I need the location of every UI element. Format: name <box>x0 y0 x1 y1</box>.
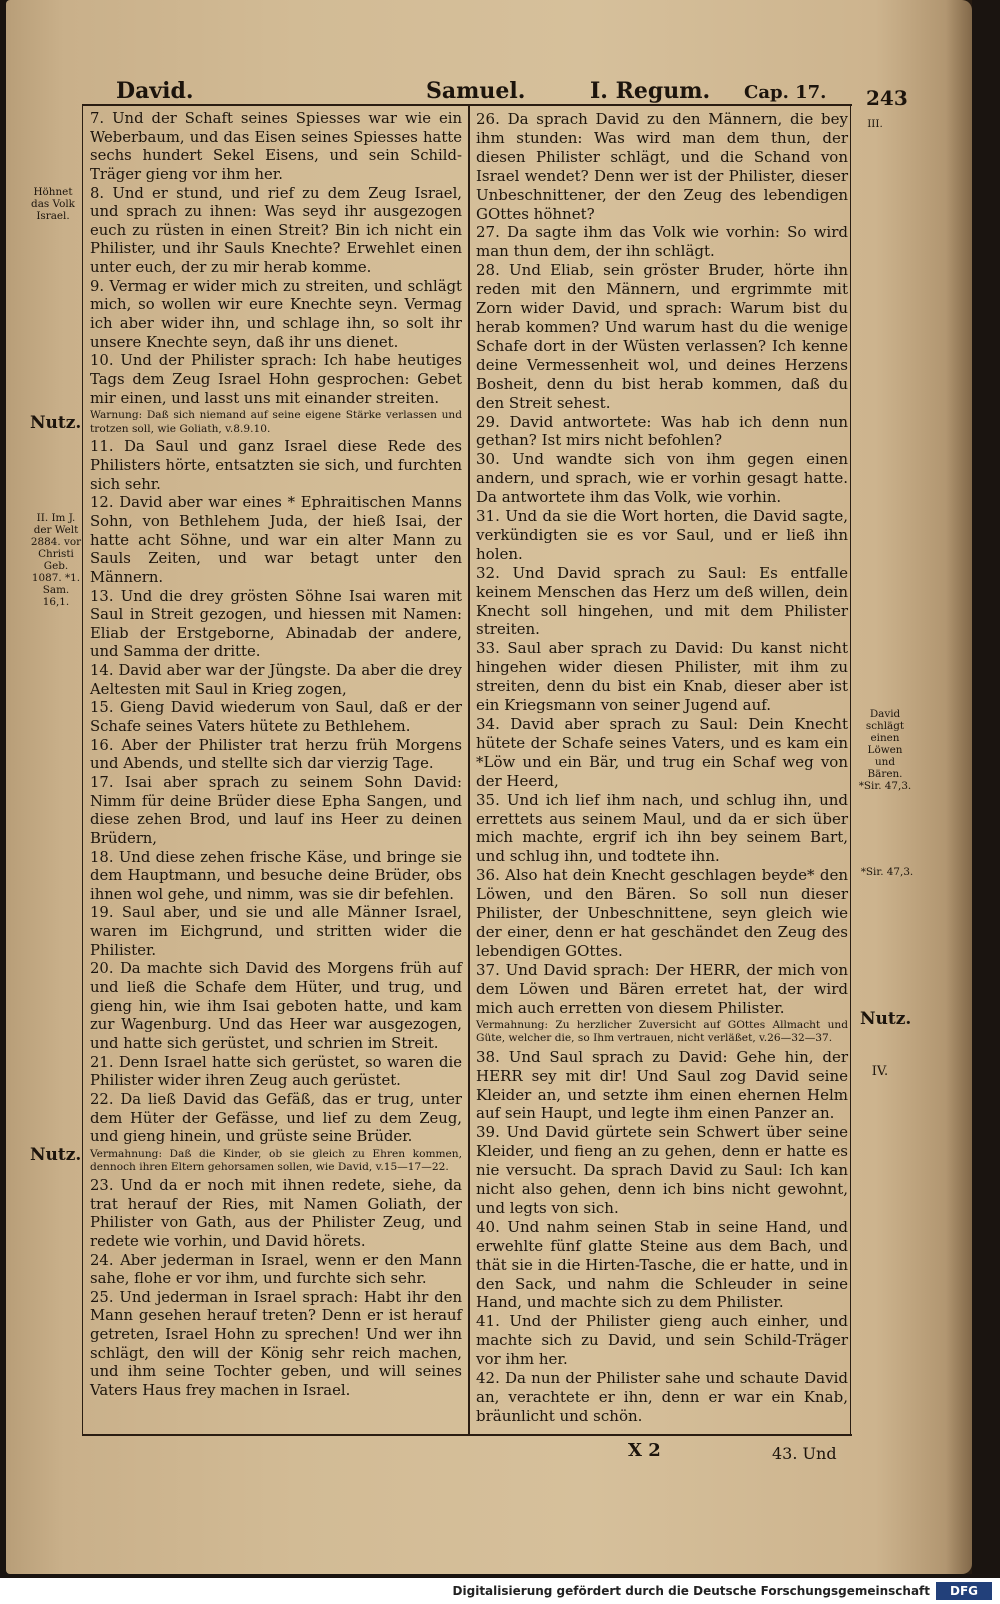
margin-section-iv: IV. <box>871 1064 889 1079</box>
verse: 41. Und der Philister gieng auch einher, und machte sich zu David, und sein Schild-Träger vor ihm her. <box>476 1312 848 1369</box>
verse: 35. Und ich lief ihm nach, und schlug ihn, und errettets aus seinem Maul, und da er sich über mich machte, ergrif ich ihn bey seinem Bart, und schlug ihn, und todtete ihn. <box>476 790 848 866</box>
verse: 37. Und David sprach: Der HERR, der mich von dem Löwen und Bären erretet hat, der wird mich auch erretten von diesem Philister. <box>476 960 848 1017</box>
verse: 12. David aber war eines * Ephraitischen Manns Sohn, von Bethlehem Juda, der hieß Isai, der hatte acht Söhne, und war ein alter Mann zu Sauls Zeiten, und war betagt unter den Männern. <box>90 494 462 586</box>
left-rule <box>82 104 83 1434</box>
signature-mark: X 2 <box>628 1440 661 1461</box>
verse: 25. Und jederman in Israel sprach: Habt ihr den Mann gesehen herauf treten? Denn er ist herauf getreten, Israel Hohn zu sprechen! Und wer ihn schlägt, den will der König sehr reich machen, und ihm seine Tochter geben, und will seines Vaters Haus frey machen in Israel. <box>90 1288 462 1400</box>
verse: 38. Und Saul sprach zu David: Gehe hin, der HERR sey mit dir! Und Saul zog David seine Kleider an, und setzte ihm einen ehernen Helm auf sein Haupt, und legte ihm einen Panzer an. <box>476 1047 848 1123</box>
verse: 10. Und der Philister sprach: Ich habe heutiges Tags dem Zeug Israel Hohn gesprochen: Gebet mir einen, und lasst uns mit einander streiten. <box>90 352 462 407</box>
column-rule <box>468 104 470 1434</box>
margin-note-date: II. Im J. der Welt 2884. vor Christi Geb. 1087. *1. Sam. 16,1. <box>30 512 82 608</box>
header-left: David. <box>116 78 194 104</box>
margin-note-sirach: *Sir. 47,3. <box>860 866 914 878</box>
verse: 34. David aber sprach zu Saul: Dein Knecht hütete der Schafe seines Vaters, und es kam ein *Löw und ein Bär, und trug ein Schaf weg von der Heerd, <box>476 715 848 790</box>
verse: 14. David aber war der Jüngste. Da aber die drey Aeltesten mit Saul in Krieg zogen, <box>90 662 462 698</box>
verse: 13. Und die drey grösten Söhne Isai waren mit Saul in Streit gezogen, und hiessen mit Namen: Eliab der Erstgeborne, Abinadab der andere, und Samma der dritte. <box>90 587 462 661</box>
marginal-admonition: Warnung: Daß sich niemand auf seine eigene Stärke verlassen und trotzen soll, wie Goliath, v.8.9.10. <box>90 409 462 435</box>
verse: 31. Und da sie die Wort horten, die David sagte, verkündigten sie es vor Saul, und er ließ ihn holen. <box>476 507 848 563</box>
verse: 19. Saul aber, und sie und alle Männer Israel, waren im Eichgrund, und stritten wider die Philister. <box>90 904 462 959</box>
right-column <box>476 110 848 1426</box>
verse: 15. Gieng David wiederum von Saul, daß er der Schafe seines Vaters hütete zu Bethlehem. <box>90 699 462 736</box>
margin-note-hoehnet: Höhnet das Volk Israel. <box>31 186 75 222</box>
verse: 22. Da ließ David das Gefäß, das er trug, unter dem Hüter der Gefässe, und lief zu dem Zeug, und gieng hinein, und grüste seine Brüder. <box>90 1090 462 1146</box>
verse: 11. Da Saul und ganz Israel diese Rede des Philisters hörte, entsatzten sie sich, und furchten sich sehr. <box>90 438 462 493</box>
verse: 39. Und David gürtete sein Schwert über seine Kleider, und fieng an zu gehen, denn er hatte es nie versucht. Da sprach David zu Saul: Ich kan nicht also gehen, denn ich bins nicht gewohnt, und legts von sich. <box>476 1123 848 1217</box>
catchword: 43. Und <box>772 1444 837 1463</box>
verse: 28. Und Eliab, sein gröster Bruder, hörte ihn reden mit den Männern, und ergrimmte mit Zorn wider David, und sprach: Warum bist du herab kommen? Und warum hast du die wenige Schafe dort in der Wüsten verlassen? Ich kenne deine Vermessenheit wol, und deines Herzens Bosheit, denn du bist herab kommen, daß du den Streit sehest. <box>476 261 848 412</box>
verse: 40. Und nahm seinen Stab in seine Hand, und erwehlte fünf glatte Steine aus dem Bach, und thät sie in die Hirten-Tasche, die er hatte, und in den Sack, und nahm die Schleuder in seine Hand, und machte sich zu dem Philister. <box>476 1217 848 1312</box>
verse: 23. Und da er noch mit ihnen redete, siehe, da trat herauf der Ries, mit Namen Goliath, der Philister von Gath, aus der Philister Zeug, und redete wie vorhin, und David hörets. <box>90 1176 462 1250</box>
digitization-credit: Digitalisierung gefördert durch die Deutsche Forschungsgemeinschaft <box>452 1584 930 1598</box>
header-chapter: Cap. 17. <box>744 82 827 103</box>
verse: 32. Und David sprach zu Saul: Es entfalle keinem Menschen das Herz um deß willen, dein Knecht soll hingehen, und mit dem Philister streiten. <box>476 563 848 639</box>
verse: 33. Saul aber sprach zu David: Du kanst nicht hingehen wider diesen Philister, mit ihm zu streiten, denn du bist ein Knab, dieser aber ist ein Kriegsmann von seiner Jugend auf. <box>476 639 848 715</box>
right-rule <box>850 104 851 1434</box>
corner-mark: III. <box>867 118 883 130</box>
verse: 26. Da sprach David zu den Männern, die bey ihm stunden: Was wird man dem thun, der diesen Philister schlägt, und die Schand von Israel wendet? Denn wer ist der Philister, dieser Unbeschnittener, der den Zeug des lebendigen GOttes höhnet? <box>476 110 848 223</box>
left-column <box>90 110 462 1401</box>
verse: 17. Isai aber sprach zu seinem Sohn David: Nimm für deine Brüder diese Epha Sangen, und diese zehen Brod, und lauf ins Heer zu deinen Brüdern, <box>90 773 462 847</box>
verse: 9. Vermag er wider mich zu streiten, und schlägt mich, so wollen wir eure Knechte seyn. Vermag ich aber wider ihn, und schlage ihn, so solt ihr unsere Knechte seyn, daß ihr uns dienet. <box>90 277 462 351</box>
dfg-logo: DFG <box>936 1582 992 1600</box>
verse: 29. David antwortete: Was hab ich denn nun gethan? Ist mirs nicht befohlen? <box>476 412 848 450</box>
bottom-rule <box>82 1434 852 1436</box>
verse: 27. Da sagte ihm das Volk wie vorhin: So wird man thun dem, der ihn schlägt. <box>476 223 848 261</box>
verse: 8. Und er stund, und rief zu dem Zeug Israel, und sprach zu ihnen: Was seyd ihr ausgezogen euch zu rüsten in einen Streit? Bin ich nicht ein Philister, und ihr Sauls Knechte? Erwehlet einen unter euch, der zu mir herab komme. <box>90 184 462 277</box>
verse: 16. Aber der Philister trat herzu früh Morgens und Abends, und stellte sich dar vierzig Tage. <box>90 736 462 773</box>
header-rule <box>82 104 852 106</box>
verse: 18. Und diese zehen frische Käse, und bringe sie dem Hauptmann, und besuche deine Brüder, obs ihnen wol gehe, und nimm, was sie dir befehlen. <box>90 848 462 903</box>
margin-nutz-2: Nutz. <box>30 1145 82 1165</box>
marginal-admonition: Vermahnung: Zu herzlicher Zuversicht auf GOttes Allmacht und Güte, welcher die, so Ihm vertrauen, nicht verläßet, v.26—32—37. <box>476 1018 848 1045</box>
verse: 42. Da nun der Philister sahe und schaute David an, verachtete er ihn, denn er war ein Knab, bräunlicht und schön. <box>476 1369 848 1425</box>
header-center: Samuel. <box>426 78 526 104</box>
page-number: 243 <box>866 86 908 110</box>
margin-nutz-1: Nutz. <box>30 413 82 433</box>
header-book: I. Regum. <box>590 78 711 104</box>
verse: 36. Also hat dein Knecht geschlagen beyde* den Löwen, und den Bären. So soll nun dieser Philister, der Unbeschnittene, seyn gleich wie der einer, denn er hat geschändet den Zeug des lebendigen GOttes. <box>476 866 848 960</box>
verse: 24. Aber jederman in Israel, wenn er den Mann sahe, flohe er vor ihm, und furchte sich sehr. <box>90 1251 462 1288</box>
page-edge-shadow <box>946 0 972 1574</box>
margin-note-lion: David schlägt einen Löwen und Bären. *Sir. 47,3. <box>858 708 912 792</box>
verse: 20. Da machte sich David des Morgens früh auf und ließ die Schafe dem Hüter, und trug, und gieng hin, wie ihm Isai geboten hatte, und kam zur Wagenburg. Und das Heer war ausgezogen, und hatte sich gerüstet, und schrien im Streit. <box>90 960 462 1052</box>
verse: 21. Denn Israel hatte sich gerüstet, so waren die Philister wider ihren Zeug auch gerüstet. <box>90 1053 462 1090</box>
verse: 7. Und der Schaft seines Spiesses war wie ein Weberbaum, und das Eisen seines Spiesses hatte sechs hundert Sekel Eisens, und sein Schild-Träger gieng vor ihm her. <box>90 110 462 183</box>
verse: 30. Und wandte sich von ihm gegen einen andern, und sprach, wie er vorhin gesagt hatte. Da antwortete ihm das Volk, wie vorhin. <box>476 450 848 507</box>
marginal-admonition: Vermahnung: Daß die Kinder, ob sie gleich zu Ehren kommen, dennoch ihren Eltern gehorsamen sollen, wie David, v.15—17—22. <box>90 1147 462 1174</box>
margin-nutz-3: Nutz. <box>860 1009 912 1029</box>
